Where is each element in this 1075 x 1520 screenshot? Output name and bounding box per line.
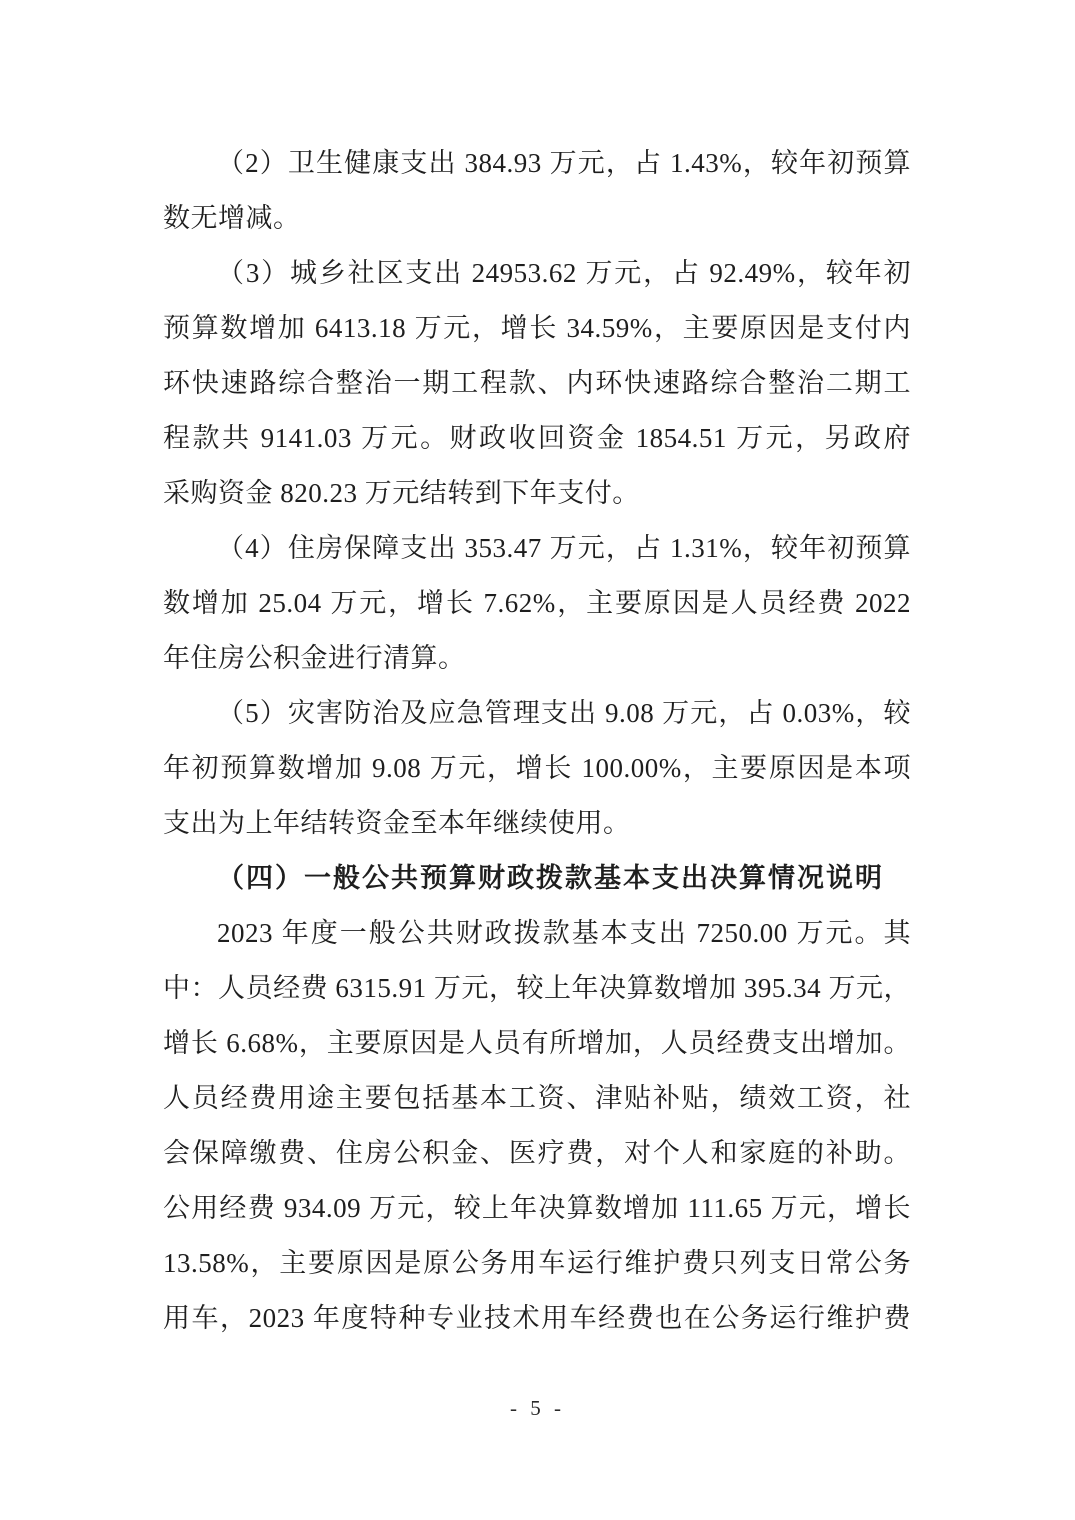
paragraph bbox=[163, 686, 911, 851]
text-line: 2023 年度一般公共财政拨款基本支出 7250.00 万元。其 bbox=[217, 918, 911, 948]
document-body bbox=[163, 136, 911, 1346]
text-line: （4）住房保障支出 353.47 万元，占 1.31%，较年初预算 bbox=[217, 533, 911, 563]
text-line: 13.58%，主要原因是原公务用车运行维护费只列支日常公务 bbox=[163, 1248, 911, 1278]
text-line: 增长 6.68%，主要原因是人员有所增加，人员经费支出增加。 bbox=[163, 1028, 911, 1058]
text-line: 数无增减。 bbox=[163, 203, 301, 233]
text-line: （四）一般公共预算财政拨款基本支出决算情况说明 bbox=[217, 863, 884, 893]
text-line: 用车，2023 年度特种专业技术用车经费也在公务运行维护费 bbox=[163, 1303, 911, 1333]
text-line: 预算数增加 6413.18 万元，增长 34.59%，主要原因是支付内 bbox=[163, 313, 911, 343]
text-line: 环快速路综合整治一期工程款、内环快速路综合整治二期工 bbox=[163, 368, 911, 398]
text-line: 年住房公积金进行清算。 bbox=[163, 643, 466, 673]
text-line: 中：人员经费 6315.91 万元，较上年决算数增加 395.34 万元， bbox=[163, 973, 911, 1003]
text-line: （3）城乡社区支出 24953.62 万元，占 92.49%，较年初 bbox=[217, 258, 911, 288]
text-line: 程款共 9141.03 万元。财政收回资金 1854.51 万元，另政府 bbox=[163, 423, 911, 453]
text-line: 年初预算数增加 9.08 万元，增长 100.00%，主要原因是本项 bbox=[163, 753, 911, 783]
text-line: 数增加 25.04 万元，增长 7.62%，主要原因是人员经费 2022 bbox=[163, 588, 911, 618]
paragraph bbox=[163, 906, 911, 1346]
text-line: 支出为上年结转资金至本年继续使用。 bbox=[163, 808, 631, 838]
text-line: 人员经费用途主要包括基本工资、津贴补贴，绩效工资，社 bbox=[163, 1083, 911, 1113]
paragraph bbox=[163, 136, 911, 246]
text-line: 采购资金 820.23 万元结转到下年支付。 bbox=[163, 478, 640, 508]
paragraph bbox=[163, 246, 911, 521]
text-line: （2）卫生健康支出 384.93 万元，占 1.43%，较年初预算 bbox=[217, 148, 911, 178]
text-line: （5）灾害防治及应急管理支出 9.08 万元，占 0.03%，较 bbox=[217, 698, 911, 728]
page-number: - 5 - bbox=[510, 1396, 565, 1420]
paragraph bbox=[163, 521, 911, 686]
text-line: 会保障缴费、住房公积金、医疗费，对个人和家庭的补助。 bbox=[163, 1138, 911, 1168]
text-line: 公用经费 934.09 万元，较上年决算数增加 111.65 万元，增长 bbox=[163, 1193, 911, 1223]
section-heading bbox=[163, 851, 911, 906]
